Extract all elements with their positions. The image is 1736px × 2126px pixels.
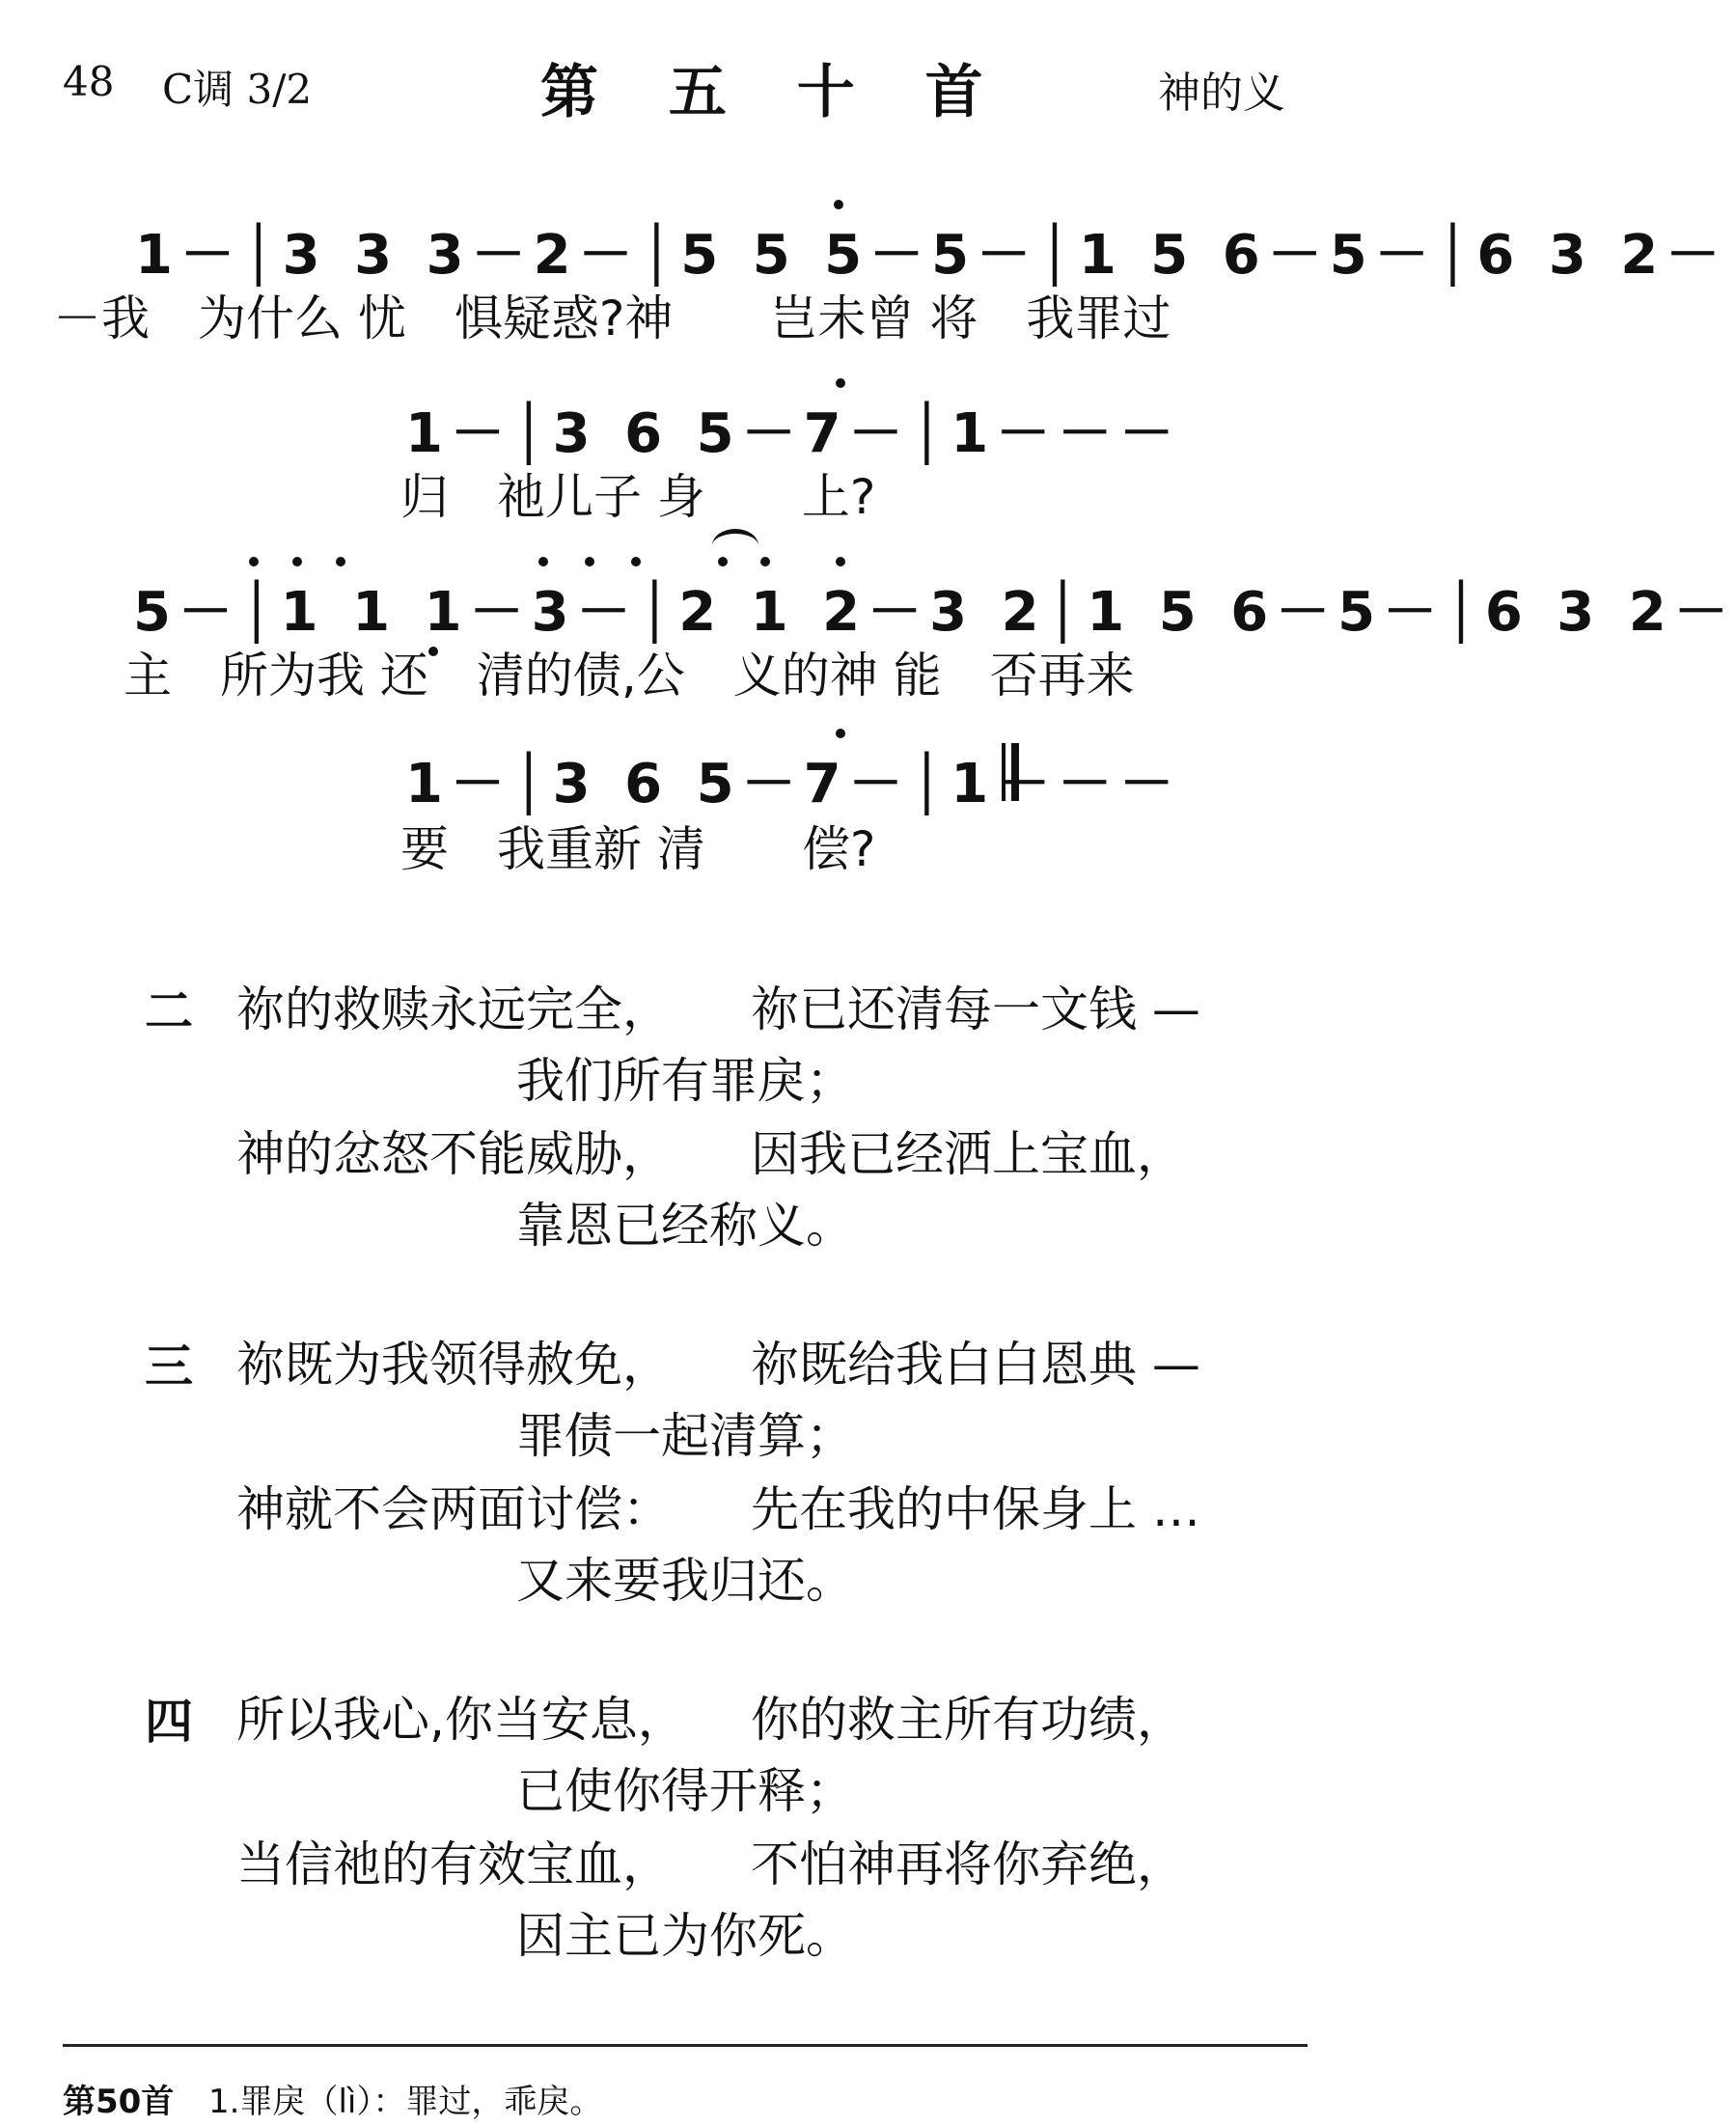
verse-line: 当信祂的有效宝血，: [236, 1836, 671, 1892]
high-octave-dot: [336, 557, 345, 566]
slur-mark: [712, 529, 758, 563]
verse-line: 祢既给我白白恩典 —: [751, 1337, 1200, 1393]
verse-line: 祢已还清每一文钱 —: [751, 981, 1200, 1037]
verse-number: 三: [145, 1339, 193, 1394]
footnote-divider: [63, 2044, 1308, 2047]
footnote-text: 1.罪戾（lì）：罪过，乖戾。: [208, 2083, 603, 2121]
score-line-3-lyrics: 主 所为我 还 清的债,公 义的神 能 否再来: [124, 648, 1135, 704]
score-line-4-notes: 1－│3 6 5－7－│1－－－: [405, 753, 1182, 815]
verse-line: 我们所有罪戾；: [516, 1053, 854, 1109]
verse-line: 神就不会两面讨偿：: [236, 1481, 671, 1537]
verse-line: 因我已经洒上宝血，: [751, 1126, 1185, 1182]
high-octave-dot: [292, 557, 302, 566]
score-line-1-notes: 1－│3 3 3－2－│5 5 5－5－│1 5 6－5－│6 3 2－: [135, 224, 1728, 287]
high-octave-dot: [836, 557, 845, 566]
verse-number: 二: [145, 983, 193, 1039]
score-line-2-lyrics: 归 祂儿子 身 上?: [400, 469, 876, 525]
score-line-1-lyrics: －我 为什么 忧 惧疑惑?神 岂未曾 将 我罪过: [53, 290, 1171, 346]
hymn-category: 神的义: [1158, 69, 1285, 118]
verse-line: 已使你得开释；: [516, 1763, 854, 1819]
final-barline-thin: [1002, 743, 1006, 801]
high-octave-dot: [836, 378, 845, 388]
score-line-2-notes: 1－│3 6 5－7－│1－－－: [405, 402, 1182, 465]
high-octave-dot: [834, 200, 843, 209]
high-octave-dot: [631, 557, 641, 566]
verse-line: 罪债一起清算；: [516, 1408, 854, 1464]
verse-line: 先在我的中保身上 …: [751, 1481, 1200, 1537]
verse-line: 不怕神再将你弃绝，: [751, 1836, 1185, 1892]
footnote-label: 第50首: [63, 2083, 175, 2121]
verse-line: 又来要我归还。: [516, 1553, 854, 1609]
verse-line: 因主已为你死。: [516, 1908, 854, 1964]
high-octave-dot: [538, 557, 548, 566]
verse-line: 祢的救赎永远完全，: [236, 981, 671, 1037]
verse-line: 你的救主所有功绩，: [751, 1692, 1185, 1748]
verse-number: 四: [145, 1694, 193, 1750]
score-line-3-notes: 5－│1 1 1－3－│2 1 2－3 2│1 5 6－5－│6 3 2－: [133, 581, 1736, 644]
high-octave-dot: [249, 557, 259, 566]
final-barline-thick: [1011, 743, 1019, 801]
verse-line: 靠恩已经称义。: [516, 1198, 854, 1254]
high-octave-dot: [760, 557, 770, 566]
verse-line: 所以我心,你当安息，: [236, 1692, 686, 1748]
high-octave-dot: [585, 557, 594, 566]
key-signature: C调 3/2: [162, 66, 313, 113]
verse-line: 祢既为我领得赦免，: [236, 1337, 671, 1393]
score-line-4-lyrics: 要 我重新 清 偿?: [400, 821, 876, 877]
verse-line: 神的忿怒不能威胁，: [236, 1126, 671, 1182]
hymn-title: 第 五 十 首: [540, 59, 1008, 126]
high-octave-dot: [836, 729, 845, 738]
page-number: 48: [63, 58, 115, 105]
